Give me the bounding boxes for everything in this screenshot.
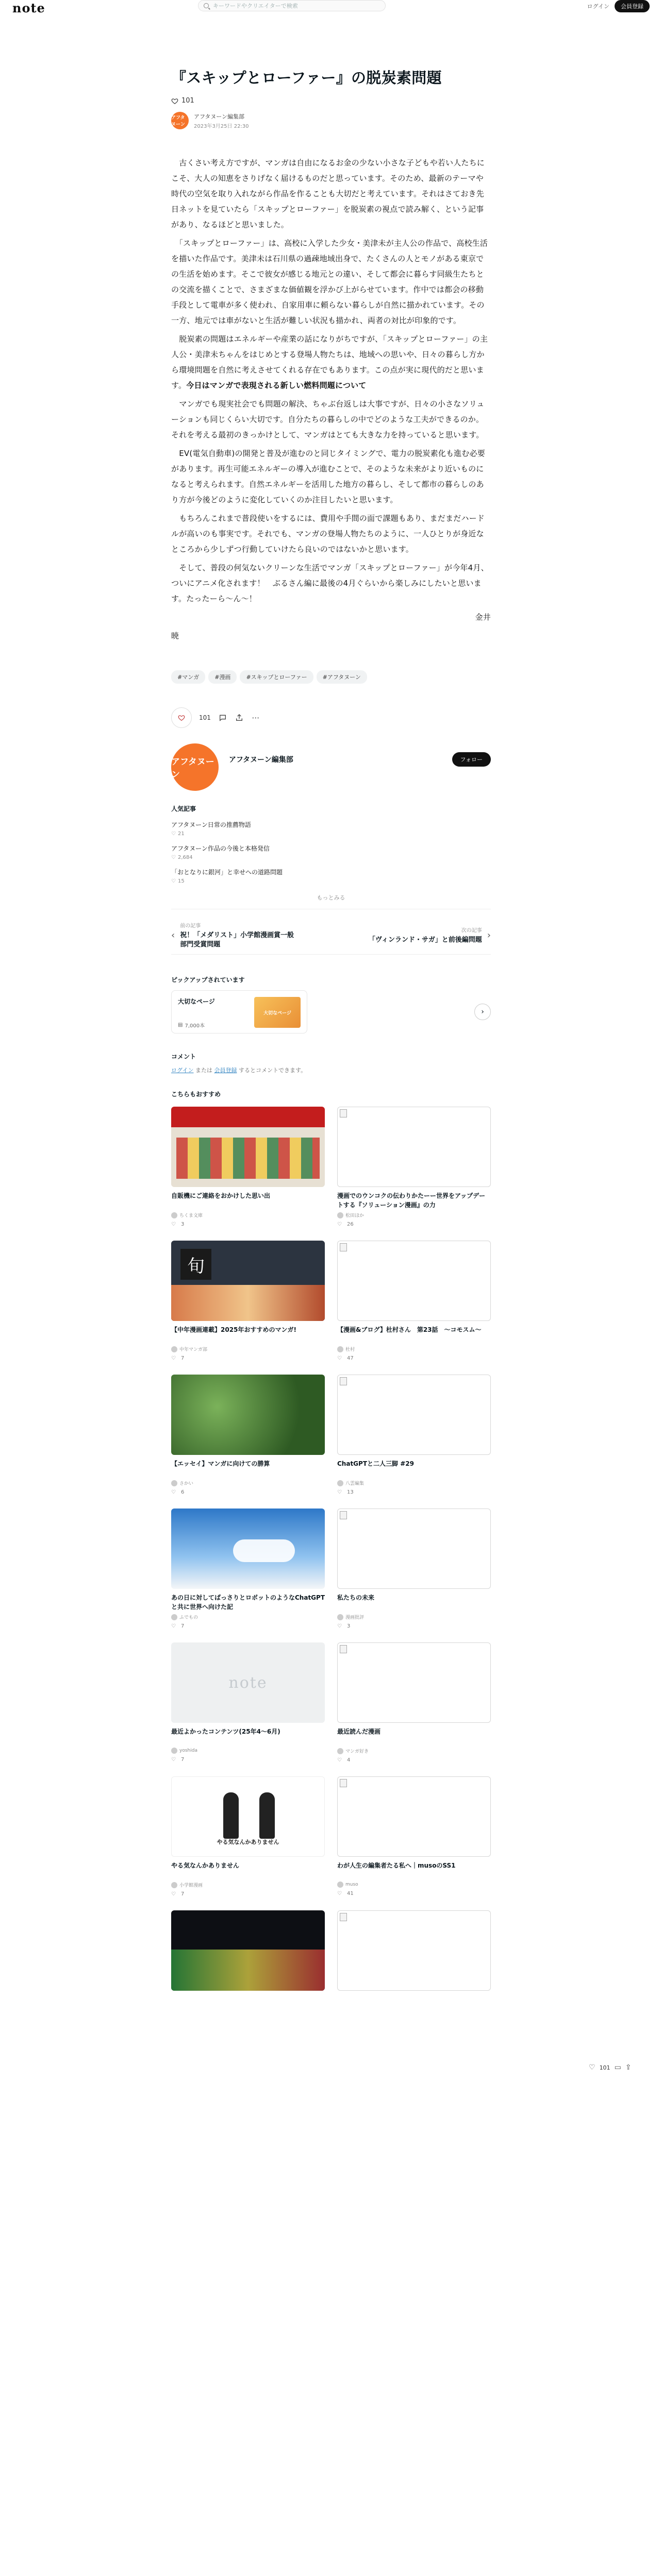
pickup-thumbnail: 大切なページ <box>254 997 301 1028</box>
like-summary[interactable] <box>171 97 491 105</box>
author-name[interactable]: アフタヌーン編集部 <box>194 113 245 120</box>
like-button[interactable] <box>171 707 192 728</box>
rec-thumbnail <box>171 1375 325 1455</box>
tag-mangaka[interactable]: #漫画 <box>208 670 237 684</box>
paragraph: 古くさい考え方ですが、マンガは自由になるお金の少ない小さな子どもや若い人たちにこそ、大人の知恵をさりげなく届けるものだと思っています。そのため、最新のテーマや時代の空気を取り入れながら作品を作ることも大切だと考えています。それはさておき先日ネットを見ていたら「スキップとローファー」を脱炭素の視点で読み解く、という記事があり、なるほどと思いました。 <box>171 158 485 230</box>
heart-icon: ♡ <box>171 878 176 885</box>
rec-thumbnail <box>171 1910 325 1991</box>
rec-thumbnail <box>337 1776 491 1857</box>
rec-card[interactable] <box>337 1910 491 1991</box>
header-actions <box>587 0 650 12</box>
rec-card[interactable]: あの日に対してばっさりとロボットのようなChatGPTと共に世界へ向けた記 ふでもの ♡ 7 <box>171 1509 325 1629</box>
search-placeholder: キーワードやクリエイターで検索 <box>213 3 298 9</box>
pickup-heading: ピックアップされています <box>171 976 245 984</box>
search-icon <box>204 3 209 8</box>
rec-thumbnail <box>337 1107 491 1187</box>
prev-next-nav <box>171 917 491 955</box>
publish-date: 2023年3月25日 22:30 <box>194 123 249 129</box>
rec-card[interactable]: やる気なんかありません やる気なんかありません 小学館漫画 ♡ 7 <box>171 1776 325 1897</box>
rec-thumbnail <box>171 1107 325 1187</box>
rec-thumbnail: 旬 <box>171 1241 325 1321</box>
follow-button[interactable]: フォロー <box>452 752 491 767</box>
heart-icon: ♡ <box>171 1891 176 1897</box>
rec-card[interactable]: 自販機にご連絡をおかけした思い出 ちくま文庫 ♡ 3 <box>171 1107 325 1227</box>
site-header <box>0 0 662 15</box>
note-logo[interactable]: note <box>12 0 45 15</box>
rec-card[interactable]: note 最近よかったコンテンツ(25年4〜6月) yoshida ♡ 7 <box>171 1642 325 1763</box>
heart-icon: ♡ <box>171 1757 176 1763</box>
login-link[interactable]: ログイン <box>587 3 609 10</box>
recommendations <box>171 1090 491 1991</box>
heart-icon: ♡ <box>337 1891 342 1897</box>
heart-icon <box>178 714 185 721</box>
heart-icon: ♡ <box>171 855 176 861</box>
rec-thumbnail <box>337 1910 491 1991</box>
like-count: 101 <box>199 714 211 722</box>
rec-card[interactable]: 【漫画&ブログ】杜村さん 第23話 〜コモスム〜 杜村 ♡ 47 <box>337 1241 491 1361</box>
chevron-right-icon[interactable]: › <box>474 1004 491 1020</box>
paragraph: 脱炭素の問題はエネルギーや産業の話になりがちですが、「スキップとローファー」の主人公・美津未ちゃんをはじめとする登場人物たちは、地域への思いや、日々の暮らし方から環境問題を自然に考えさせてくれる存在でもあります。この点が実に現代的だと思います。今日はマンガで表現される新しい燃料問題について <box>171 334 488 391</box>
tag-afternoon[interactable]: #アフタヌーン <box>317 670 367 684</box>
rec-thumbnail: やる気なんかありません <box>171 1776 325 1857</box>
rec-thumbnail <box>337 1642 491 1723</box>
signup-button[interactable]: 会員登録 <box>615 0 650 12</box>
share-icon[interactable]: ⇪ <box>625 2063 632 2072</box>
comment-note: ログイン または 会員登録 するとコメントできます。 <box>171 1067 307 1074</box>
paragraph: そして、普段の何気ないクリーンな生活でマンガ「スキップとローファー」が今年4月、ついにアニメ化されます！ ぶるさん編に最後の4月ぐらいから楽しみにしたいと思います。たったーら～ん～！ <box>171 563 489 604</box>
share-icon[interactable] <box>235 713 244 722</box>
comment-icon[interactable]: ▭ <box>614 2063 621 2072</box>
popular-item[interactable]: 「おとなりに銀河」と幸せへの道路問題 ♡ 15 <box>171 869 283 885</box>
popular-heading: 人気記事 <box>171 805 196 813</box>
heart-icon <box>171 97 178 105</box>
popular-item[interactable]: アフタヌーン作品の今後と本格発信 ♡ 2,684 <box>171 845 270 861</box>
rec-thumbnail <box>337 1241 491 1321</box>
search-input[interactable] <box>198 0 386 11</box>
signature-second: 暁 <box>171 631 179 641</box>
next-article-link[interactable]: 次の記事 「ヴィンランド・サガ」と前後編問題 › <box>368 927 491 944</box>
rec-thumbnail <box>337 1375 491 1455</box>
paragraph: 「スキップとローファー」は、高校に入学した少女・美津未が主人公の作品で、高校生活を描いた作品です。美津未は石川県の過疎地域出身で、たくさんの人とモノがある東京での生活を始めます。そこで彼女が感じる地元との違い、そして都会に暮らす同級生たちとの交流を描くことで、さまざまな価値観を浮かび上がらせています。作中では都会の移動手段として電車が多く使われ、自家用車に頼らない暮らしが自然に描かれています。その一方、地元では車がないと生活が難しい状況も描かれ、両者の対比が印象的です。 <box>171 239 488 326</box>
rec-card[interactable]: 漫画でのウンコクの伝わりかたーー世界をアップデートする『ソリューション漫画』の力 松田ほか ♡ 26 <box>337 1107 491 1227</box>
creator-avatar[interactable]: アフタヌーン <box>171 743 219 791</box>
heart-icon: ♡ <box>337 1222 342 1228</box>
recommend-heading: こちらもおすすめ <box>171 1091 221 1098</box>
paragraph: EV(電気自動車)の開発と普及が進むのと同じタイミングで、電力の脱炭素化も進む必要があります。再生可能エネルギーの導入が進むことで、そのような未来がより近いものになると考えられます。自然エネルギーを活用した地方の暮らし、そして都市の暮らしのあり方が今後どのように変化していくのか注目したいと思います。 <box>171 449 485 505</box>
heart-icon: ♡ <box>337 1623 342 1630</box>
heart-icon: ♡ <box>337 1355 342 1362</box>
floating-actions <box>589 2063 632 2072</box>
heart-icon: ♡ <box>171 1355 176 1362</box>
author-block <box>171 112 491 129</box>
article-title: 『スキップとローファー』の脱炭素問題 <box>171 69 442 87</box>
heart-icon[interactable]: ♡ <box>589 2063 595 2072</box>
paragraph: もちろんこれまで普段使いをするには、費用や手間の面で課題もあり、まだまだハードルが高いのも事実です。それでも、マンガの登場人物たちのように、一人ひとりが身近なところから少しずつ行動していけたら良いのではないかと思います。 <box>171 514 485 554</box>
comment-section <box>171 1052 491 1074</box>
rec-thumbnail <box>337 1509 491 1589</box>
popular-item[interactable]: アフタヌーン日常の推薦物語 ♡ 21 <box>171 821 251 837</box>
article-actions <box>171 707 491 728</box>
rec-card[interactable]: ChatGPTと二人三脚 #29 八雲編集 ♡ 13 <box>337 1375 491 1495</box>
chevron-right-icon: › <box>487 930 491 941</box>
signup-link[interactable]: 会員登録 <box>214 1067 237 1074</box>
highlight-text: 今日はマンガで表現される新しい燃料問題について <box>186 381 367 391</box>
more-link[interactable]: もっとみる <box>171 893 491 909</box>
tag-skip-loafer[interactable]: #スキップとローファー <box>240 670 313 684</box>
signature: 金井 <box>475 613 491 622</box>
popular-articles <box>171 804 491 909</box>
like-count: 101 <box>181 97 194 105</box>
heart-icon: ♡ <box>337 1757 342 1764</box>
heart-icon: ♡ <box>171 1489 176 1496</box>
rec-card[interactable]: 最近読んだ漫画 マンガ好き ♡ 4 <box>337 1642 491 1763</box>
rec-card[interactable] <box>171 1910 325 1991</box>
heart-icon: ♡ <box>171 1623 176 1630</box>
rec-thumbnail <box>171 1509 325 1589</box>
rec-card[interactable]: 【エッセイ】マンガに向けての勝算 さかい ♡ 6 <box>171 1375 325 1495</box>
heart-icon: ♡ <box>171 831 176 837</box>
paragraph: マンガでも現実社会でも問題の解決、ちゃぶ台返しは大事ですが、日々の小さなソリューションも同じくらい大切です。自分たちの暮らしの中でどのような工夫ができるのか。それを考える最初のきっかけとして、マンガはとても大きな力を持っていると思います。 <box>171 399 485 440</box>
heart-icon: ♡ <box>337 1489 342 1496</box>
rec-card[interactable]: 旬 【中年漫画連載】2025年おすすめのマンガ! 中年マンガ部 ♡ 7 <box>171 1241 325 1361</box>
more-icon[interactable]: ⋯ <box>252 713 260 723</box>
comment-icon[interactable] <box>218 713 227 722</box>
login-link[interactable]: ログイン <box>171 1067 194 1074</box>
article-icon: ▤ <box>178 1022 183 1028</box>
chevron-left-icon: ‹ <box>171 930 175 941</box>
rec-thumbnail: note <box>171 1642 325 1723</box>
tag-manga[interactable]: #マンガ <box>171 670 205 684</box>
rec-card[interactable]: 私たちの未来 漫画批評 ♡ 3 <box>337 1509 491 1629</box>
creator-name[interactable]: アフタヌーン編集部 <box>229 756 293 765</box>
article-column <box>171 67 491 1991</box>
heart-icon: ♡ <box>171 1222 176 1228</box>
prev-article-link[interactable]: ‹ 前の記事 祝！「メダリスト」小学館漫画賞一般部門受賞問題 <box>171 923 294 949</box>
rec-card[interactable]: わが人生の編集者たる私へ｜musoのSS1 muso ♡ 41 <box>337 1776 491 1897</box>
creator-card <box>171 743 491 791</box>
pickup-card[interactable]: 大切なページ ▤ 7,000本 大切なページ <box>171 990 307 1033</box>
article-body <box>171 155 491 643</box>
author-avatar[interactable]: アフタヌーン <box>171 112 189 129</box>
tag-list <box>171 670 491 684</box>
comment-heading: コメント <box>171 1053 196 1061</box>
like-count: 101 <box>599 2064 610 2071</box>
pickup-section <box>171 975 491 1033</box>
